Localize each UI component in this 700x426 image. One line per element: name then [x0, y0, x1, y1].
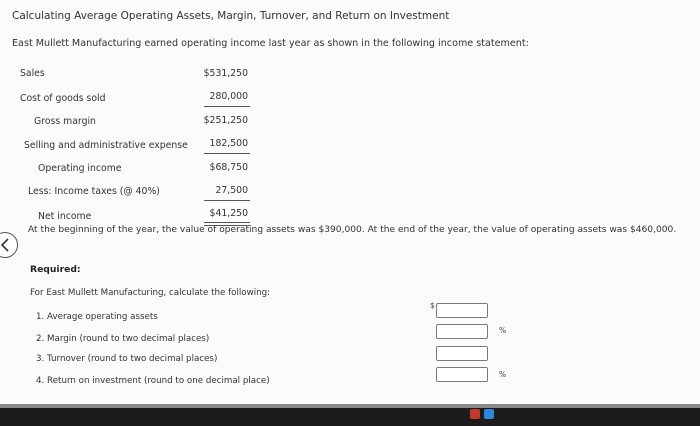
income-taxes-amount: 27,500: [215, 185, 248, 196]
net-income-double-underline-top: [204, 222, 250, 223]
question-4-text: 4. Return on investment (round to one decimal place): [36, 376, 270, 386]
question-1-text: 1. Average operating assets: [36, 312, 158, 322]
question-2-text: 2. Margin (round to two decimal places): [36, 334, 210, 344]
margin-input[interactable]: [436, 324, 488, 339]
gross-margin-amount: $251,250: [203, 115, 248, 126]
net-income-amount: $41,250: [209, 208, 248, 219]
intro-text: East Mullett Manufacturing earned operating income last year as shown in the following income statement:: [12, 38, 529, 49]
operating-income-label: Operating income: [38, 163, 122, 174]
cogs-label: Cost of goods sold: [20, 93, 106, 104]
margin-percent-suffix: %: [499, 326, 507, 335]
cogs-underline: [204, 106, 250, 107]
question-3-text: 3. Turnover (round to two decimal places): [36, 354, 218, 364]
sales-label: Sales: [20, 68, 45, 79]
income-taxes-underline: [204, 200, 250, 201]
dollar-prefix: $: [430, 301, 435, 310]
income-taxes-label: Less: Income taxes (@ 40%): [28, 186, 160, 197]
cogs-amount: 280,000: [209, 91, 248, 102]
required-heading: Required:: [30, 264, 81, 275]
tray-app-icon[interactable]: [470, 409, 480, 419]
average-operating-assets-input[interactable]: [436, 303, 488, 318]
gross-margin-label: Gross margin: [34, 116, 96, 127]
net-income-label: Net income: [38, 211, 92, 222]
operating-income-amount: $68,750: [209, 162, 248, 173]
roi-percent-suffix: %: [499, 370, 507, 379]
chevron-left-icon: [1, 238, 9, 252]
selling-admin-amount: 182,500: [209, 138, 248, 149]
selling-admin-label: Selling and administrative expense: [24, 140, 188, 151]
problem-title: Calculating Average Operating Assets, Margin, Turnover, and Return on Investment: [12, 10, 450, 22]
sales-amount: $531,250: [203, 68, 248, 79]
bottom-scroll-strip: [0, 404, 700, 408]
selling-admin-underline: [204, 153, 250, 154]
turnover-input[interactable]: [436, 346, 488, 361]
tray-app-icon[interactable]: [484, 409, 494, 419]
back-button[interactable]: [0, 232, 18, 258]
operating-assets-paragraph: At the beginning of the year, the value of operating assets was $390,000. At the end of the year, the value of operating assets was $460,000.: [28, 225, 677, 235]
roi-input[interactable]: [436, 367, 488, 382]
instructions-text: For East Mullett Manufacturing, calculate the following:: [30, 288, 271, 298]
